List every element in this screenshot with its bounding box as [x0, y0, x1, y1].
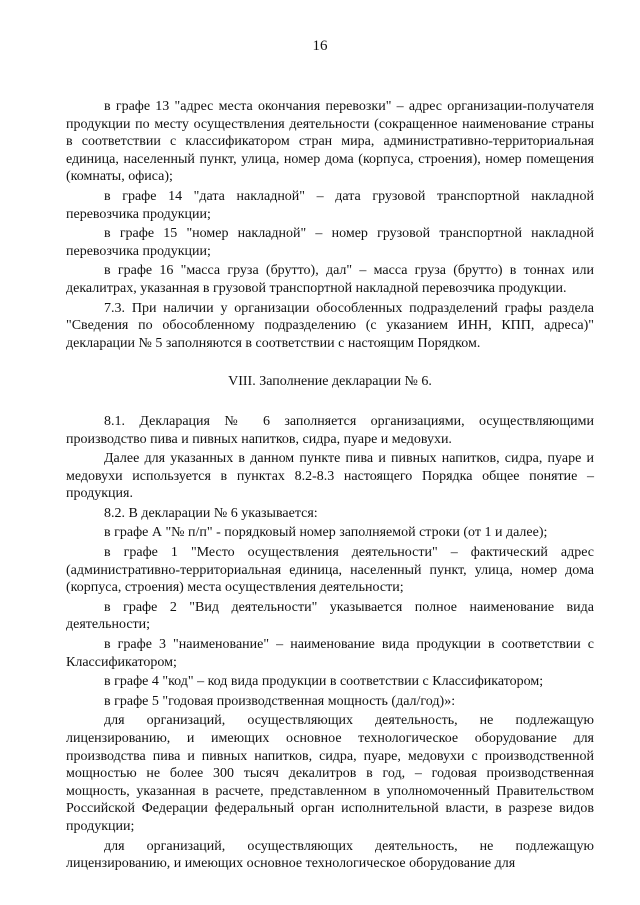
- paragraph: 8.1. Декларация № 6 заполняется организациями, осуществляющими производство пива и пивных напитков, сидра, пуаре и медовухи.: [66, 413, 594, 447]
- paragraph: для организаций, осуществляющих деятельность, не подлежащую лицензированию, и имеющих основное технологическое оборудование для производства пива и пивных напитков, сидра, пуаре, медовухи с производственной мощностью не более 300 тысяч декалитров в год, – годовая производственная мощность, указанная в расчете, представленном в уполномоченный Правительством Российской Федерации федеральный орган исполнительной власти, в разрезе видов продукции;: [66, 713, 594, 834]
- paragraph: в графе 14 "дата накладной" – дата грузовой транспортной накладной перевозчика продукции;: [66, 188, 594, 222]
- paragraph: в графе 5 "годовая производственная мощность (дал/год)»:: [104, 693, 456, 709]
- paragraph: в графе 15 "номер накладной" – номер грузовой транспортной накладной перевозчика продукции;: [66, 226, 594, 259]
- paragraph: в графе А "№ п/п" - порядковый номер заполняемой строки (от 1 и далее);: [104, 525, 548, 541]
- paragraph: в графе 1 "Место осуществления деятельности" – фактический адрес (административно-территориальная единица, населенный пункт, улица, номер дома (корпуса, строения) места осуществления деятельности;: [66, 545, 594, 596]
- page-number: 16: [312, 38, 328, 54]
- paragraph: для организаций, осуществляющих деятельность, не подлежащую лицензированию, и имеющих основное технологическое оборудование для: [66, 838, 594, 872]
- paragraph: 7.3. При наличии у организации обособленных подразделений графы раздела "Сведения по обособленному подразделению (с указанием ИНН, КПП, адреса)" декларации № 5 заполняются в соответствии с настоящим Порядком.: [66, 300, 594, 351]
- paragraph: Далее для указанных в данном пункте пива и пивных напитков, сидра, пуаре и медовухи используется в пунктах 8.2-8.3 настоящего Порядка общее понятие – продукция.: [66, 451, 594, 502]
- paragraph: в графе 2 "Вид деятельности" указывается полное наименование вида деятельности;: [66, 599, 594, 633]
- document-body: [66, 98, 594, 875]
- paragraph: 8.2. В декларации № 6 указывается:: [104, 505, 318, 521]
- paragraph: в графе 4 "код" – код вида продукции в соответствии с Классификатором;: [104, 674, 544, 690]
- paragraph: в графе 13 "адрес места окончания перевозки" – адрес организации-получателя продукции по месту осуществления деятельности (сокращенное наименование страны в соответствии с классификатором стран мира, административно-территориальная единица, населенный пункт, улица, номер дома (корпуса, строения), номер помещения (комнаты, офиса);: [66, 99, 594, 185]
- section-heading: VIII. Заполнение декларации № 6.: [228, 374, 432, 390]
- paragraph: в графе 3 "наименование" – наименование вида продукции в соответствии с Классификатором;: [66, 637, 594, 670]
- paragraph: в графе 16 "масса груза (брутто), дал" – масса груза (брутто) в тоннах или декалитрах, указанная в грузовой транспортной накладной перевозчика продукции.: [66, 263, 594, 296]
